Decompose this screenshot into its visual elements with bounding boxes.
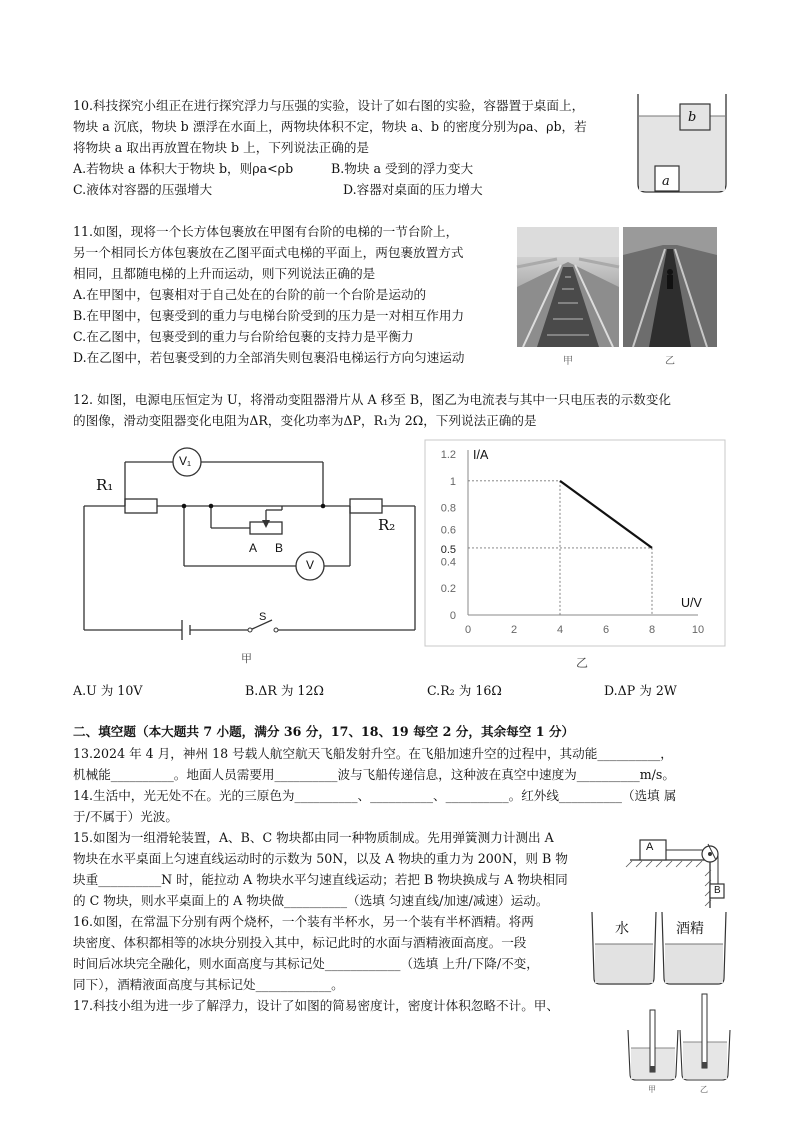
q10-line-3: 将物块 a 取出再放置在物块 b 上，下列说法正确的是 (73, 140, 370, 155)
q12-option-d: D.ΔP 为 2W (604, 683, 677, 698)
chart-y-tick-label: 0.4 (440, 556, 456, 569)
section2-heading: 二、填空题（本大题共 7 小题，满分 36 分，17、18、19 每空 2 分，其余每空 1 分） (73, 724, 575, 739)
q15-line-1: 15.如图为一组滑轮装置，A、B、C 物块都由同一种物质制成。先用弹簧测力计测出 A (73, 830, 554, 845)
chart-y-tick-label: 0 (449, 610, 456, 622)
q12-line-1: 12. 如图，电源电压恒定为 U，将滑动变阻器滑片从 A 移至 B，图乙为电流表与其中一只电压表的示数变化 (73, 392, 671, 407)
chart-ylabel: I/A (473, 448, 489, 462)
q17-hydrometer-figure (624, 990, 734, 1090)
pulley-block-b-label: B (714, 885, 721, 896)
chart-y-tick-label: 0.2 (440, 583, 456, 596)
chart-x-tick-label: 8 (648, 624, 656, 636)
circuit-caption: 甲 (241, 652, 252, 665)
q10-figure-label-a: a (662, 174, 670, 189)
q11-caption-yi: 乙 (665, 356, 675, 367)
chart-x-tick-label: 4 (556, 624, 564, 636)
q14-line-2: 于/不属于）光波。 (73, 809, 178, 824)
chart-y-tick-label: 1 (449, 475, 456, 488)
q13-line-2: 机械能__________。地面人员需要用__________波与飞船传递信息，这种波在真空中速度为__________m/s。 (73, 767, 675, 782)
q10-container-figure (630, 88, 740, 198)
q10-line-2: 物块 a 沉底，物块 b 漂浮在水面上，两物块体积不定，物块 a、b 的密度分别为ρa、ρb，若 (73, 119, 587, 134)
circuit-label-v1: V₁ (179, 454, 192, 468)
chart-x-tick-label: 0 (464, 624, 472, 636)
chart-caption: 乙 (576, 656, 589, 670)
q10-option-c: C.液体对容器的压强增大 (73, 182, 213, 197)
q14-line-1: 14.生活中，光无处不在。光的三原色为__________、__________、__________。红外线__________（选填 属 (73, 788, 677, 803)
q11-line-2: 另一个相同长方体包裹放在乙图平面式电梯的平面上，两包裹放置方式 (73, 245, 464, 260)
q11-option-b: B.在甲图中，包裹受到的重力与电梯台阶受到的压力是一对相互作用力 (73, 308, 465, 323)
q17-caption-jia: 甲 (648, 1085, 656, 1094)
q16-beakers-figure (588, 908, 728, 988)
pulley-block-a-label: A (646, 841, 654, 853)
q10-line-1: 10.科技探究小组正在进行探究浮力与压强的实验，设计了如右图的实验，容器置于桌面上， (73, 98, 585, 113)
q10-option-b: B.物块 a 受到的浮力变大 (331, 161, 474, 176)
chart-y-tick-label: 1.2 (440, 449, 456, 461)
escalator-photo-jia (517, 227, 619, 347)
q16-line-1: 16.如图，在常温下分别有两个烧杯，一个装有半杯水，另一个装有半杯酒精。将两 (73, 914, 534, 929)
chart-x-tick-label: 10 (691, 624, 705, 636)
circuit-label-v: V (306, 558, 315, 572)
circuit-label-s: S (259, 611, 267, 623)
q16-line-2: 块密度、体积都相等的冰块分别投入其中，标记此时的水面与酒精液面高度。一段 (73, 935, 527, 950)
q16-line-3: 时间后冰块完全融化，则水面高度与其标记处____________（选填 上升/下降/不变， (73, 956, 539, 971)
circuit-label-a: A (249, 541, 258, 555)
q15-pulley-figure (630, 830, 730, 910)
q12-option-c: C.R₂ 为 16Ω (427, 683, 502, 698)
beaker-water-label: 水 (615, 921, 629, 937)
chart-xlabel: U/V (681, 596, 702, 610)
chart-y-tick-label: 0.8 (440, 502, 456, 515)
q10-option-a: A.若物块 a 体积大于物块 b，则ρa<ρb (73, 161, 294, 176)
q12-iu-chart (425, 440, 725, 670)
chart-x-tick-label: 2 (510, 624, 518, 636)
q11-option-d: D.在乙图中，若包裹受到的力全部消失则包裹沿电梯运行方向匀速运动 (73, 350, 465, 365)
q11-caption-jia: 甲 (563, 356, 573, 367)
circuit-label-r2: R₂ (378, 516, 396, 534)
chart-x-tick-label: 6 (602, 624, 610, 636)
q12-option-b: B.ΔR 为 12Ω (245, 683, 324, 698)
q15-line-2: 物块在水平桌面上匀速直线运动时的示数为 50N，以及 A 物块的重力为 200N，则 B 物 (73, 851, 568, 866)
q11-line-1: 11.如图，现将一个长方体包裹放在甲图有台阶的电梯的一节台阶上， (73, 224, 459, 239)
q13-line-1: 13.2024 年 4 月，神州 18 号载人航空航天飞船发射升空。在飞船加速升空的过程中，其动能__________， (73, 746, 673, 761)
q11-option-c: C.在乙图中，包裹受到的重力与台阶给包裹的支持力是平衡力 (73, 329, 414, 344)
q11-line-3: 相同，且都随电梯的上升而运动，则下列说法正确的是 (73, 266, 376, 281)
q17-line-1: 17.科技小组为进一步了解浮力，设计了如图的简易密度计，密度计体积忽略不计。甲、 (73, 998, 559, 1013)
circuit-label-r1: R₁ (96, 476, 114, 494)
beaker-alcohol-label: 酒精 (676, 921, 704, 937)
q15-line-4: 的 C 物块，则水平桌面上的 A 物块做__________（选填 匀速直线/加速/减速）运动。 (73, 893, 549, 908)
q10-option-d: D.容器对桌面的压力增大 (343, 182, 483, 197)
circuit-label-b: B (275, 541, 284, 555)
q11-option-a: A.在甲图中，包裹相对于自己处在的台阶的前一个台阶是运动的 (73, 287, 427, 302)
q15-line-3: 块重__________N 时，能拉动 A 物块水平匀速直线运动；若把 B 物块换成与 A 物块相同 (73, 872, 568, 887)
q10-figure-label-b: b (688, 110, 697, 125)
q17-caption-yi: 乙 (700, 1085, 708, 1094)
escalator-photo-yi (623, 227, 717, 347)
chart-y-tick-label: 0.5 (440, 543, 456, 556)
q12-option-a: A.U 为 10V (73, 683, 143, 698)
chart-y-tick-label: 0.6 (440, 524, 456, 537)
q12-line-2: 的图像，滑动变阻器变化电阻为ΔR，变化功率为ΔP，R₁为 2Ω，下列说法正确的是 (73, 413, 537, 428)
q16-line-4: 同下），酒精液面高度与其标记处____________。 (73, 977, 344, 992)
